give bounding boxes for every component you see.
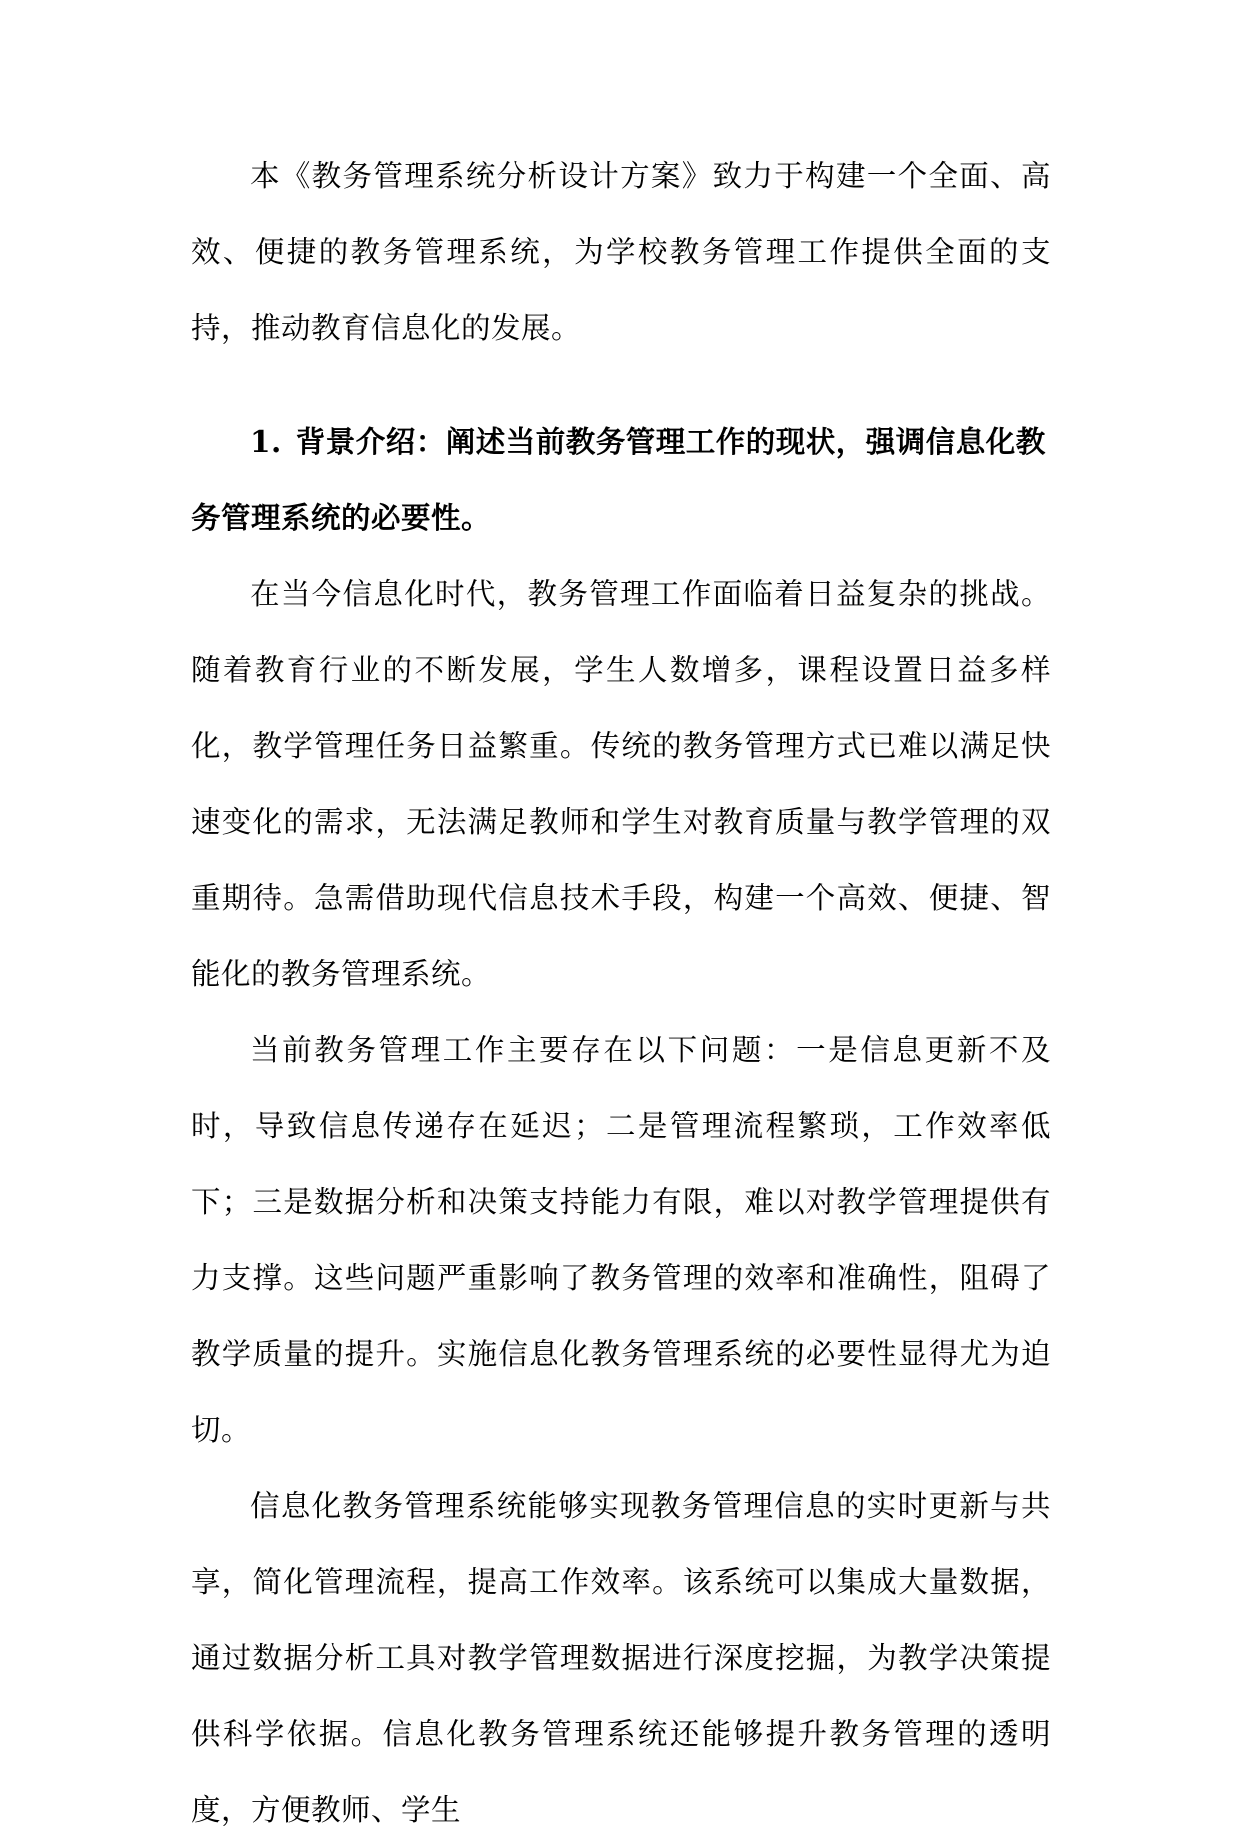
- section-title: 背景介绍：阐述当前教务管理工作的现状，强调信息化教务管理系统的必要性。: [191, 424, 1046, 535]
- section-heading: [191, 404, 1051, 556]
- body-paragraph-2: 当前教务管理工作主要存在以下问题：一是信息更新不及时，导致信息传递存在延迟；二是管理流程繁琐，工作效率低下；三是数据分析和决策支持能力有限，难以对教学管理提供有力支撑。这些问题严重影响了教务管理的效率和准确性，阻碍了教学质量的提升。实施信息化教务管理系统的必要性显得尤为迫切。: [191, 1033, 1051, 1447]
- body-paragraph-1: 在当今信息化时代，教务管理工作面临着日益复杂的挑战。随着教育行业的不断发展，学生人数增多，课程设置日益多样化，教学管理任务日益繁重。传统的教务管理方式已难以满足快速变化的需求，无法满足教师和学生对教育质量与教学管理的双重期待。急需借助现代信息技术手段，构建一个高效、便捷、智能化的教务管理系统。: [191, 577, 1051, 991]
- document-body: [191, 138, 1051, 1848]
- intro-paragraph: 本《教务管理系统分析设计方案》致力于构建一个全面、高效、便捷的教务管理系统，为学校教务管理工作提供全面的支持，推动教育信息化的发展。: [191, 159, 1051, 345]
- section-number: 1.: [250, 424, 282, 459]
- body-paragraph-3: 信息化教务管理系统能够实现教务管理信息的实时更新与共享，简化管理流程，提高工作效率。该系统可以集成大量数据，通过数据分析工具对教学管理数据进行深度挖掘，为教学决策提供科学依据。信息化教务管理系统还能够提升教务管理的透明度，方便教师、学生: [191, 1489, 1051, 1827]
